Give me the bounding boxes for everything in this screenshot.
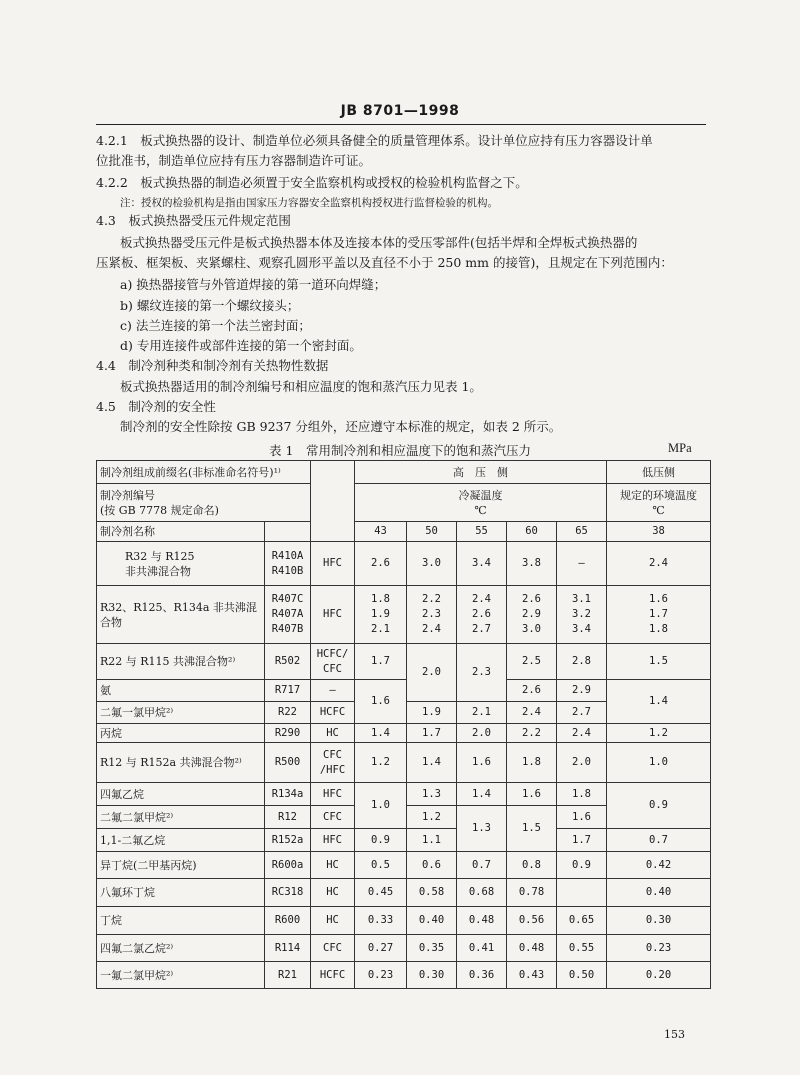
cell-value: 1.7 [649, 608, 668, 620]
cell-code: R717 [265, 680, 311, 702]
cell-value: 2.0 [457, 724, 507, 743]
cell-value: 0.42 [607, 852, 711, 879]
cell-code: R600a [265, 852, 311, 879]
cell-value: 1.9 [371, 608, 390, 620]
cell-value: 0.40 [607, 879, 711, 907]
cell-value: 3.4 [572, 623, 591, 635]
para-4-2-2: 4.2.2 板式换热器的制造必须置于安全监察机构或授权的检验机构监督之下。 [96, 175, 528, 190]
table-row [97, 644, 711, 662]
cell-value: 0.30 [607, 907, 711, 935]
cell-value: 0.50 [557, 962, 607, 989]
cell-value: 0.8 [507, 852, 557, 879]
cell-value: 0.33 [355, 907, 407, 935]
cell-value: 0.7 [607, 829, 711, 852]
cell-value: 1.0 [355, 783, 407, 829]
temp-50: 50 [407, 522, 457, 542]
cell-type: HFC [311, 829, 355, 852]
cell-value: 1.3 [407, 783, 457, 806]
cell-value: 1.0 [607, 743, 711, 783]
cell-value: 1.4 [457, 783, 507, 806]
cell-name: 一氟二氯甲烷²⁾ [97, 962, 265, 989]
cell-name: 四氟二氯乙烷²⁾ [97, 935, 265, 962]
cell-type: CFC [311, 806, 355, 829]
table-caption: 表 1 常用制冷剂和相应温度下的饱和蒸汽压力 [269, 443, 531, 458]
table-row [97, 829, 711, 852]
cell-code: R114 [265, 935, 311, 962]
list-item-d: d) 专用连接件或部件连接的第一个密封面。 [120, 338, 362, 353]
table-row [97, 680, 711, 702]
table-row [97, 879, 711, 907]
temp-65: 65 [557, 522, 607, 542]
cell-type: HC [311, 879, 355, 907]
cell-value [557, 879, 607, 907]
cell-value: 0.68 [457, 879, 507, 907]
temp-55: 55 [457, 522, 507, 542]
header-number-note: (按 GB 7778 规定命名) [100, 503, 219, 517]
cell-value: 1.7 [557, 829, 607, 852]
cell-value: 1.4 [355, 724, 407, 743]
header-rule [96, 124, 706, 125]
cell-type: CFC [311, 935, 355, 962]
cell-value: 2.4 [422, 623, 441, 635]
cell-type: CFC [323, 748, 342, 761]
cell-type: HFC [311, 542, 355, 586]
table-row [97, 542, 711, 586]
cell-value: 2.7 [472, 623, 491, 635]
cell-value: 3.1 [572, 593, 591, 605]
cell-name: R32、R125、R134a 非共沸混合物 [97, 586, 265, 644]
cell-code: R407C [271, 593, 304, 605]
cell-value: 1.6 [507, 783, 557, 806]
cell-value: 2.4 [557, 724, 607, 743]
cell-code: RC318 [265, 879, 311, 907]
header-condensing-temp: 冷凝温度 [458, 488, 503, 502]
cell-type: — [311, 680, 355, 702]
cell-value: 1.2 [355, 743, 407, 783]
table-row [97, 907, 711, 935]
cell-value: 2.2 [422, 593, 441, 605]
table-row [97, 743, 711, 783]
cell-value: 3.8 [507, 542, 557, 586]
cell-value: 3.2 [572, 608, 591, 620]
cell-value: 1.9 [407, 702, 457, 724]
cell-name: 异丁烷(二甲基丙烷) [97, 852, 265, 879]
cell-name: R32 与 R125 [125, 549, 195, 563]
cell-value: 1.2 [407, 806, 457, 829]
cell-value: 2.9 [557, 680, 607, 702]
para-4-3-a: 板式换热器受压元件是板式换热器本体及连接本体的受压零部件(包括半焊和全焊板式换热器的 [120, 235, 638, 250]
cell-type: HC [311, 907, 355, 935]
header-low-side: 低压侧 [607, 461, 711, 484]
cell-code: R152a [265, 829, 311, 852]
cell-code: R21 [265, 962, 311, 989]
para-4-5-a: 制冷剂的安全性除按 GB 9237 分组外，还应遵守本标准的规定，如表 2 所示。 [120, 419, 562, 434]
cell-value: 0.43 [507, 962, 557, 989]
cell-value: 0.78 [507, 879, 557, 907]
cell-value: 0.36 [457, 962, 507, 989]
cell-type: HCFC/ [316, 647, 349, 660]
cell-value: 0.55 [557, 935, 607, 962]
refrigerant-pressure-table [96, 460, 711, 989]
cell-value: 0.6 [407, 852, 457, 879]
cell-value: 0.9 [607, 783, 711, 829]
header-ambient-temp: 规定的环境温度 [620, 488, 698, 502]
cell-value: 2.8 [557, 644, 607, 680]
cell-value: 2.3 [457, 644, 507, 702]
cell-type: HFC [311, 783, 355, 806]
table-row [97, 783, 711, 806]
cell-code: R290 [265, 724, 311, 743]
cell-value: 1.6 [557, 806, 607, 829]
cell-name: R12 与 R152a 共沸混合物²⁾ [97, 743, 265, 783]
cell-code: R502 [265, 644, 311, 680]
cell-value: 0.20 [607, 962, 711, 989]
cell-value: 2.2 [507, 724, 557, 743]
cell-type: HC [311, 724, 355, 743]
cell-value: 1.7 [355, 644, 407, 680]
cell-name: 二氟二氯甲烷²⁾ [97, 806, 265, 829]
cell-name: 二氟一氯甲烷²⁾ [97, 702, 265, 724]
cell-name: 四氟乙烷 [97, 783, 265, 806]
list-item-a: a) 换热器接管与外管道焊接的第一道环向焊缝； [120, 277, 387, 292]
cell-value: 0.35 [407, 935, 457, 962]
cell-value: — [557, 542, 607, 586]
cell-value: 2.9 [522, 608, 541, 620]
cell-value: 0.48 [457, 907, 507, 935]
cell-name: 八氟环丁烷 [97, 879, 265, 907]
cell-value: 0.30 [407, 962, 457, 989]
cell-value: 2.6 [472, 608, 491, 620]
cell-value: 1.8 [649, 623, 668, 635]
section-4-3: 4.3 板式换热器受压元件规定范围 [96, 213, 291, 228]
cell-value: 2.6 [522, 593, 541, 605]
cell-value: 1.8 [507, 743, 557, 783]
cell-code: R500 [265, 743, 311, 783]
cell-value: 0.45 [355, 879, 407, 907]
cell-value: 1.2 [607, 724, 711, 743]
cell-value: 2.6 [355, 542, 407, 586]
para-4-2-1: 4.2.1 板式换热器的设计、制造单位必须具备健全的质量管理体系。设计单位应持有压力容器设计单 [96, 133, 653, 148]
cell-value: 1.6 [457, 743, 507, 783]
table-row [97, 962, 711, 989]
header-number: 制冷剂编号 [100, 488, 155, 502]
cell-code: R407B [271, 623, 304, 635]
header-ambient-unit: ℃ [652, 503, 665, 517]
cell-value: 0.56 [507, 907, 557, 935]
list-item-c: c) 法兰连接的第一个法兰密封面； [120, 318, 311, 333]
cell-value: 0.58 [407, 879, 457, 907]
list-item-b: b) 螺纹连接的第一个螺纹接头； [120, 298, 300, 313]
cell-name: 丙烷 [97, 724, 265, 743]
temp-38: 38 [607, 522, 711, 542]
table-row [97, 461, 711, 484]
note: 注：授权的检验机构是指由国家压力容器安全监察机构授权进行监督检验的机构。 [120, 197, 498, 209]
para-4-3-b: 压紧板、框架板、夹紧螺柱、观察孔圆形平盖以及直径不小于 250 mm 的接管)，且规定在下列范围内： [96, 255, 673, 270]
section-4-4: 4.4 制冷剂种类和制冷剂有关热物性数据 [96, 358, 329, 373]
cell-code: R410B [271, 564, 304, 577]
cell-value: 0.65 [557, 907, 607, 935]
header-name: 制冷剂名称 [97, 522, 265, 542]
cell-value: 1.1 [407, 829, 457, 852]
cell-type: HCFC [311, 962, 355, 989]
cell-name: 1,1-二氟乙烷 [97, 829, 265, 852]
cell-value: 1.5 [507, 806, 557, 852]
cell-name: R22 与 R115 共沸混合物²⁾ [97, 644, 265, 680]
cell-value: 1.4 [607, 680, 711, 724]
header-prefix: 制冷剂组成前缀名(非标准命名符号)¹⁾ [97, 461, 311, 484]
table-row [97, 852, 711, 879]
cell-value: 1.4 [407, 743, 457, 783]
cell-value: 0.41 [457, 935, 507, 962]
cell-value: 0.23 [607, 935, 711, 962]
cell-code: R600 [265, 907, 311, 935]
cell-value: 0.23 [355, 962, 407, 989]
cell-type: CFC [323, 662, 342, 675]
cell-value: 1.3 [457, 806, 507, 852]
cell-value: 1.6 [355, 680, 407, 724]
cell-name: 氨 [97, 680, 265, 702]
para-4-2-1-cont: 位批准书，制造单位应持有压力容器制造许可证。 [96, 153, 372, 168]
cell-value: 2.6 [507, 680, 557, 702]
temp-43: 43 [355, 522, 407, 542]
table-row [97, 522, 711, 542]
cell-value: 1.5 [607, 644, 711, 680]
cell-value: 2.1 [371, 623, 390, 635]
header-high-side: 高 压 侧 [355, 461, 607, 484]
cell-value: 0.27 [355, 935, 407, 962]
cell-code: R134a [265, 783, 311, 806]
table-row [97, 935, 711, 962]
cell-value: 2.0 [557, 743, 607, 783]
cell-type: /HFC [319, 763, 346, 776]
cell-value: 1.8 [371, 593, 390, 605]
cell-code: R410A [271, 549, 304, 562]
cell-code: R12 [265, 806, 311, 829]
cell-code: R407A [271, 608, 304, 620]
running-header: JB 8701—1998 [340, 103, 460, 119]
cell-value: 1.6 [649, 593, 668, 605]
cell-value: 2.4 [507, 702, 557, 724]
cell-value: 0.9 [355, 829, 407, 852]
table-row [97, 586, 711, 644]
temp-60: 60 [507, 522, 557, 542]
cell-value: 0.48 [507, 935, 557, 962]
cell-code: R22 [265, 702, 311, 724]
cell-type: HCFC [311, 702, 355, 724]
page-number: 153 [664, 1028, 685, 1041]
cell-value: 2.4 [607, 542, 711, 586]
table-row [97, 724, 711, 743]
cell-value: 1.8 [557, 783, 607, 806]
cell-value: 2.1 [457, 702, 507, 724]
header-condensing-unit: ℃ [474, 503, 487, 517]
cell-name: 丁烷 [97, 907, 265, 935]
table-row [97, 484, 711, 522]
cell-value: 0.40 [407, 907, 457, 935]
table-unit: MPa [668, 441, 692, 455]
cell-value: 2.4 [472, 593, 491, 605]
section-4-5: 4.5 制冷剂的安全性 [96, 399, 216, 414]
cell-value: 2.5 [507, 644, 557, 680]
cell-value: 3.4 [457, 542, 507, 586]
cell-value: 0.7 [457, 852, 507, 879]
cell-value: 1.7 [407, 724, 457, 743]
cell-type: HC [311, 852, 355, 879]
para-4-4-a: 板式换热器适用的制冷剂编号和相应温度的饱和蒸汽压力见表 1。 [120, 379, 482, 394]
cell-value: 2.7 [557, 702, 607, 724]
cell-value: 0.9 [557, 852, 607, 879]
cell-value: 3.0 [407, 542, 457, 586]
cell-name: 非共沸混合物 [125, 564, 191, 578]
cell-type: HFC [311, 586, 355, 644]
cell-value: 3.0 [522, 623, 541, 635]
cell-value: 0.5 [355, 852, 407, 879]
cell-value: 2.3 [422, 608, 441, 620]
cell-value: 2.0 [407, 644, 457, 702]
